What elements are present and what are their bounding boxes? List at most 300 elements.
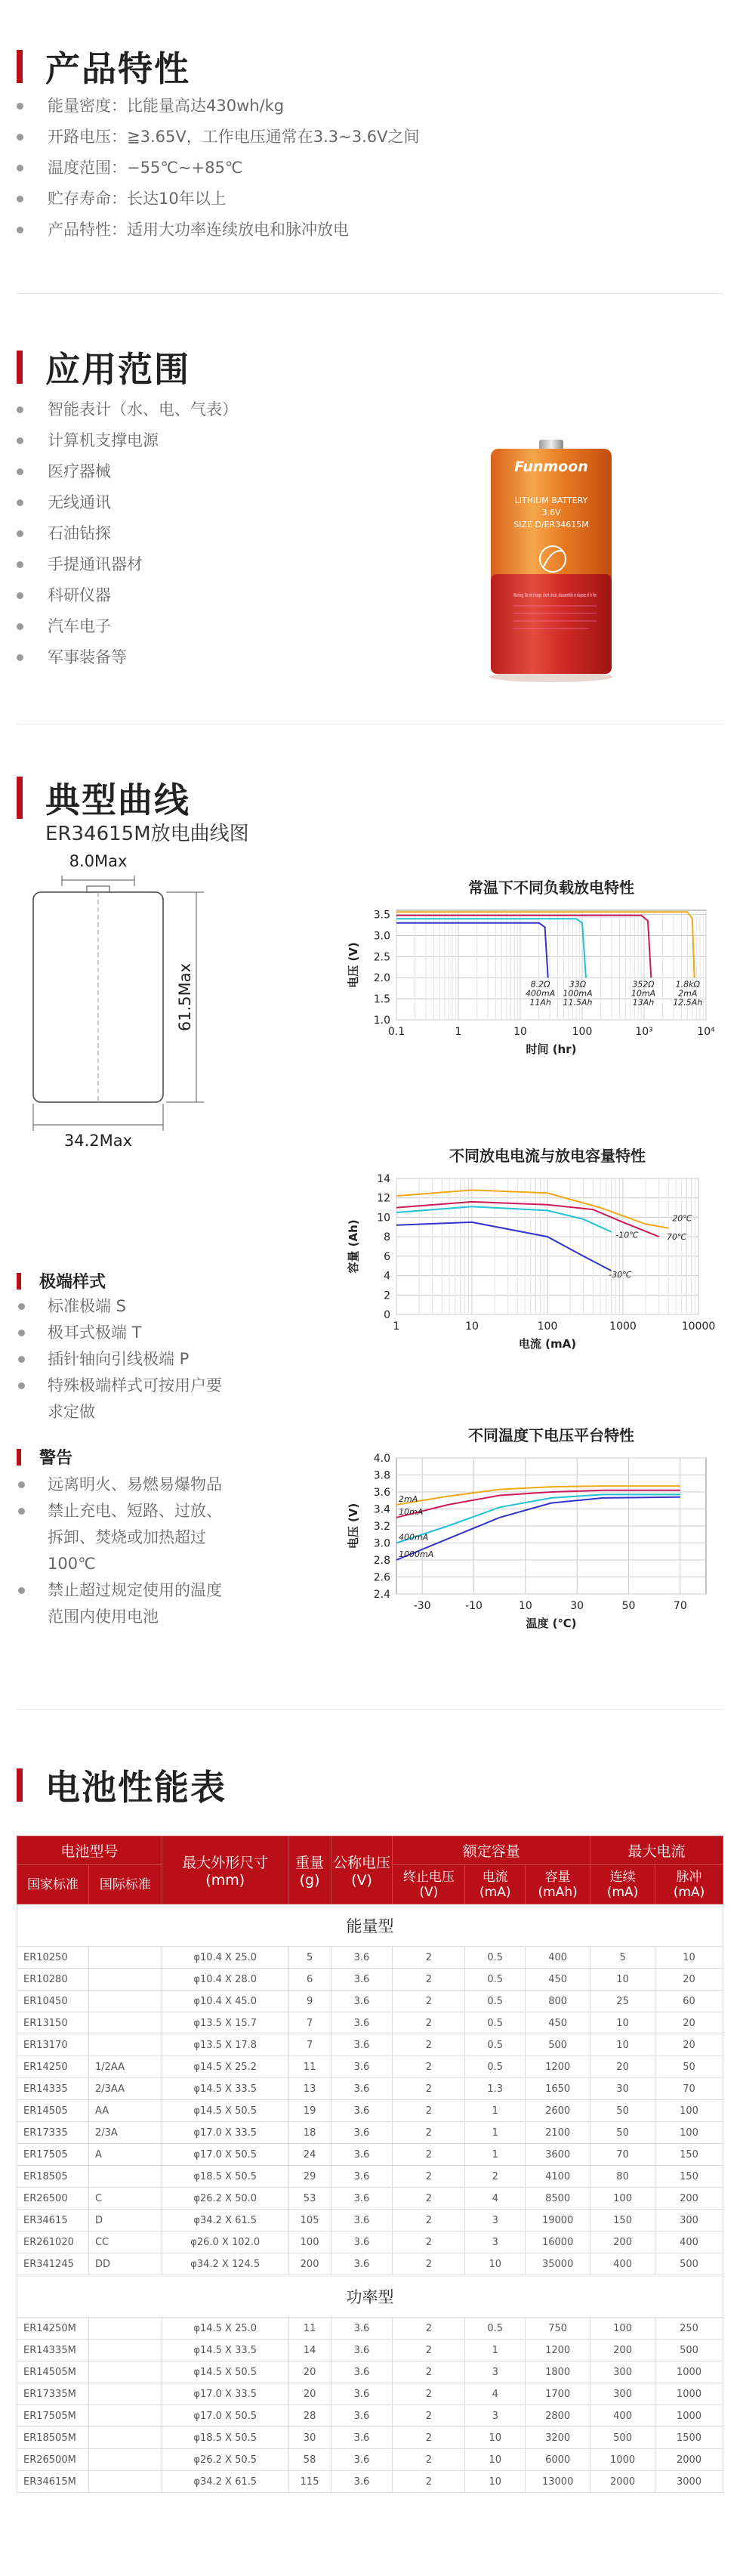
list-item: 标准极端 S <box>17 1293 228 1320</box>
table-cell: 3 <box>465 2232 526 2253</box>
table-cell: 0.5 <box>465 2056 526 2078</box>
table-cell: 1800 <box>526 2361 590 2383</box>
performance-table <box>17 1836 723 2493</box>
table-cell: ER14250M <box>17 2318 89 2340</box>
table-cell: 2 <box>393 1947 465 1969</box>
list-item: 插针轴向引线极端 P <box>17 1346 228 1373</box>
x-tick-label: 100 <box>572 1026 593 1038</box>
table-cell: 1000 <box>590 2449 655 2471</box>
list-item: 智能表计（水、电、气表） <box>17 394 238 425</box>
table-cell: φ13.5 X 17.8 <box>162 2034 288 2056</box>
table-row <box>17 1991 723 2012</box>
table-cell: 14 <box>288 2340 331 2361</box>
table-cell: ER18505M <box>17 2427 89 2449</box>
series-label: 2mA <box>399 1493 418 1504</box>
y-tick-label: 3.0 <box>373 930 390 943</box>
x-tick-label: 10 <box>465 1320 479 1333</box>
table-cell: 3.6 <box>331 1947 393 1969</box>
applications-section-header <box>17 342 190 392</box>
table-cell: 2 <box>393 2012 465 2034</box>
table-cell: 11 <box>288 2318 331 2340</box>
table-cell: 1200 <box>526 2340 590 2361</box>
x-tick-label: 70 <box>673 1600 687 1612</box>
table-cell: 100 <box>288 2232 331 2253</box>
table-cell: 2 <box>393 2078 465 2100</box>
series-annotation: 11Ah <box>529 997 551 1008</box>
x-tick-label: 10000 <box>681 1320 716 1333</box>
table-cell: 0.5 <box>465 2034 526 2056</box>
x-tick-label: 50 <box>621 1600 636 1612</box>
table-row <box>17 2166 723 2188</box>
y-tick-label: 3.4 <box>373 1503 390 1516</box>
table-row <box>17 2405 723 2427</box>
table-cell: 1 <box>465 2340 526 2361</box>
series-annotation: 33Ω <box>569 979 587 990</box>
th-cutoff: 终止电压 (V) <box>393 1865 465 1904</box>
table-section-header <box>17 1760 227 1810</box>
table-cell: 200 <box>288 2253 331 2275</box>
table-cell: 500 <box>526 2034 590 2056</box>
table-cell: 100 <box>590 2188 655 2210</box>
series-label: 400mA <box>399 1532 429 1543</box>
series-annotation: 1.8kΩ <box>675 979 700 990</box>
y-tick-label: 2.6 <box>373 1571 390 1584</box>
table-cell: 450 <box>526 1969 590 1991</box>
table-cell: 2 <box>393 2100 465 2122</box>
table-cell: 10 <box>465 2253 526 2275</box>
table-cell: 200 <box>590 2340 655 2361</box>
table-cell: 2 <box>393 2449 465 2471</box>
table-cell: 35000 <box>526 2253 590 2275</box>
list-item: 极耳式极端 T <box>17 1320 228 1346</box>
x-axis-label: 电流 (mA) <box>518 1337 577 1351</box>
table-cell: 10 <box>655 1947 723 1969</box>
list-item: 石油钻探 <box>17 518 238 549</box>
divider <box>17 1709 723 1710</box>
x-tick-label: 10 <box>518 1600 532 1612</box>
svg-text:3.6V: 3.6V <box>541 508 561 517</box>
table-cell: 3.6 <box>331 2100 393 2122</box>
x-tick-label: 30 <box>570 1600 584 1612</box>
y-tick-label: 3.0 <box>373 1537 390 1550</box>
list-item: 禁止超过规定使用的温度范围内使用电池 <box>17 1577 228 1630</box>
list-item: 能量密度：比能量高达430wh/kg <box>17 91 419 122</box>
table-cell: 10 <box>590 1969 655 1991</box>
table-cell: φ17.0 X 33.5 <box>162 2383 288 2405</box>
table-cell: 53 <box>288 2188 331 2210</box>
y-tick-label: 3.2 <box>373 1521 390 1533</box>
table-row <box>17 2100 723 2122</box>
y-tick-label: 0 <box>384 1309 390 1321</box>
table-cell: 2 <box>393 2427 465 2449</box>
table-cell: 5 <box>288 1947 331 1969</box>
table-cell: 1000 <box>655 2383 723 2405</box>
table-cell: 70 <box>590 2144 655 2166</box>
table-cell: ER13150 <box>17 2012 89 2034</box>
table-row <box>17 2188 723 2210</box>
table-cell: 3 <box>465 2210 526 2232</box>
table-group-row <box>17 2275 723 2318</box>
table-cell: 200 <box>590 2232 655 2253</box>
table-cell: 2 <box>465 2166 526 2188</box>
table-cell: 4100 <box>526 2166 590 2188</box>
series-label: 1000mA <box>399 1549 434 1559</box>
x-tick-label: -10 <box>465 1600 483 1612</box>
table-row <box>17 2232 723 2253</box>
table-row <box>17 2144 723 2166</box>
table-row <box>17 2078 723 2100</box>
table-row <box>17 1947 723 1969</box>
table-cell: φ26.2 X 50.5 <box>162 2449 288 2471</box>
table-row <box>17 2361 723 2383</box>
chart-title: 不同温度下电压平台特性 <box>468 1426 634 1444</box>
table-cell <box>88 2034 162 2056</box>
table-cell: 10 <box>590 2012 655 2034</box>
table-cell: 1 <box>465 2144 526 2166</box>
y-tick-label: 3.5 <box>373 909 390 922</box>
table-cell <box>88 2471 162 2493</box>
series-annotation: 13Ah <box>632 997 655 1008</box>
y-tick-label: 3.6 <box>373 1487 390 1499</box>
list-item: 汽车电子 <box>17 611 238 642</box>
y-axis-label: 电压 (V) <box>347 942 360 988</box>
table-cell: 400 <box>526 1947 590 1969</box>
table-cell: 8500 <box>526 2188 590 2210</box>
chart-title: 常温下不同负载放电特性 <box>468 879 634 897</box>
y-tick-label: 3.8 <box>373 1469 390 1482</box>
table-cell: 750 <box>526 2318 590 2340</box>
table-cell: ER17505 <box>17 2144 89 2166</box>
th-model: 电池型号 <box>17 1836 162 1865</box>
table-title: 电池性能表 <box>45 1767 227 1808</box>
table-row <box>17 2383 723 2405</box>
y-tick-label: 1.0 <box>373 1015 390 1027</box>
table-cell: 2 <box>393 2318 465 2340</box>
divider <box>17 293 723 294</box>
table-cell <box>88 2012 162 2034</box>
table-cell: 2 <box>393 2034 465 2056</box>
table-cell: 70 <box>655 2078 723 2100</box>
table-cell: 3.6 <box>331 2449 393 2471</box>
table-cell <box>88 2318 162 2340</box>
table-cell: 2000 <box>655 2449 723 2471</box>
table-cell: 2 <box>393 2056 465 2078</box>
table-row <box>17 2340 723 2361</box>
y-tick-label: 12 <box>377 1192 390 1205</box>
table-cell: 58 <box>288 2449 331 2471</box>
table-cell: 250 <box>655 2318 723 2340</box>
table-cell: 100 <box>655 2100 723 2122</box>
table-cell <box>88 2166 162 2188</box>
table-cell: φ18.5 X 50.5 <box>162 2166 288 2188</box>
list-item: 科研仪器 <box>17 580 238 611</box>
table-cell: 3.6 <box>331 2427 393 2449</box>
table-cell: 1.3 <box>465 2078 526 2100</box>
list-item: 开路电压：≧3.65V，工作电压通常在3.3~3.6V之间 <box>17 122 419 153</box>
table-cell: 0.5 <box>465 1947 526 1969</box>
series-annotation: 100mA <box>563 988 593 999</box>
table-cell: 50 <box>590 2122 655 2144</box>
y-tick-label: 14 <box>377 1173 390 1185</box>
th-pulse: 脉冲 (mA) <box>655 1865 723 1904</box>
th-capacity: 额定容量 <box>393 1836 590 1865</box>
table-cell: 105 <box>288 2210 331 2232</box>
table-cell: 1 <box>465 2122 526 2144</box>
warning-heading: 警告 <box>17 1445 72 1469</box>
curves-title: 典型曲线 <box>45 780 190 820</box>
table-cell: 3.6 <box>331 2383 393 2405</box>
table-cell: 1500 <box>655 2427 723 2449</box>
table-cell: 3.6 <box>331 2122 393 2144</box>
y-tick-label: 10 <box>377 1212 390 1225</box>
x-tick-label: 1000 <box>609 1320 637 1333</box>
table-cell: 500 <box>655 2253 723 2275</box>
series-label: 70℃ <box>666 1232 687 1242</box>
table-cell: 3.6 <box>331 1991 393 2012</box>
table-cell: 20 <box>655 2034 723 2056</box>
table-cell: 2100 <box>526 2122 590 2144</box>
table-cell: φ17.0 X 33.5 <box>162 2122 288 2144</box>
table-cell: 2 <box>393 1991 465 2012</box>
table-cell: ER261020 <box>17 2232 89 2253</box>
group-label: 能量型 <box>17 1904 723 1947</box>
table-cell: 2800 <box>526 2405 590 2427</box>
table-cell: 300 <box>655 2210 723 2232</box>
table-cell: 0.5 <box>465 1991 526 2012</box>
list-item: 计算机支撑电源 <box>17 425 238 456</box>
table-cell <box>88 2361 162 2383</box>
table-cell: φ10.4 X 28.0 <box>162 1969 288 1991</box>
table-cell: φ10.4 X 45.0 <box>162 1991 288 2012</box>
table-cell: 3.6 <box>331 1969 393 1991</box>
table-cell <box>88 2449 162 2471</box>
table-cell: 2 <box>393 2144 465 2166</box>
y-tick-label: 2.0 <box>373 972 390 985</box>
table-cell: 300 <box>590 2361 655 2383</box>
terminal-heading: 极端样式 <box>17 1269 106 1293</box>
table-row <box>17 2034 723 2056</box>
group-label: 功率型 <box>17 2275 723 2318</box>
table-row <box>17 2471 723 2493</box>
table-cell: 3.6 <box>331 2056 393 2078</box>
table-cell: 7 <box>288 2012 331 2034</box>
table-cell: 19 <box>288 2100 331 2122</box>
table-cell: 2 <box>393 2383 465 2405</box>
table-cell: 400 <box>590 2405 655 2427</box>
table-cell: 20 <box>288 2383 331 2405</box>
table-cell: 1650 <box>526 2078 590 2100</box>
table-cell: 1 <box>465 2100 526 2122</box>
battery-image <box>483 438 619 684</box>
table-cell: φ26.2 X 50.0 <box>162 2188 288 2210</box>
table-cell: 13 <box>288 2078 331 2100</box>
table-cell: 2 <box>393 2471 465 2493</box>
table-cell: 19000 <box>526 2210 590 2232</box>
table-cell: 800 <box>526 1991 590 2012</box>
th-voltage: 公称电压 (V) <box>331 1836 393 1904</box>
table-cell: 24 <box>288 2144 331 2166</box>
table-cell: 0.5 <box>465 2318 526 2340</box>
y-tick-label: 2.4 <box>373 1589 390 1601</box>
series-label: 10mA <box>399 1506 424 1517</box>
table-cell: D <box>88 2210 162 2232</box>
table-row <box>17 2318 723 2340</box>
table-cell: 4 <box>465 2383 526 2405</box>
x-tick-label: -30 <box>413 1600 431 1612</box>
table-cell: 2 <box>393 2188 465 2210</box>
series-annotation: 2mA <box>678 988 698 999</box>
x-axis-label: 温度 (℃) <box>526 1617 577 1630</box>
y-tick-label: 2.5 <box>373 951 390 964</box>
table-cell: C <box>88 2188 162 2210</box>
list-item: 产品特性：适用大功率连续放电和脉冲放电 <box>17 215 419 246</box>
curves-section-header <box>17 773 190 823</box>
table-row <box>17 2210 723 2232</box>
features-list <box>17 91 419 246</box>
table-cell: 10 <box>465 2471 526 2493</box>
x-tick-label: 10⁴ <box>697 1026 715 1038</box>
table-cell: 3.6 <box>331 2034 393 2056</box>
y-tick-label: 8 <box>384 1231 390 1244</box>
section-marker <box>17 777 23 819</box>
table-cell: ER34615M <box>17 2471 89 2493</box>
table-cell: 500 <box>655 2340 723 2361</box>
table-cell: 2 <box>393 2166 465 2188</box>
y-axis-label: 电压 (V) <box>347 1503 360 1549</box>
table-row <box>17 2253 723 2275</box>
table-cell: 3 <box>465 2405 526 2427</box>
terminal-list <box>17 1293 228 1425</box>
x-tick-label: 0.1 <box>387 1026 405 1038</box>
table-cell: 2 <box>393 2232 465 2253</box>
table-cell: 20 <box>655 2012 723 2034</box>
table-cell: 0.5 <box>465 2012 526 2034</box>
table-cell: 25 <box>590 1991 655 2012</box>
table-cell: 400 <box>590 2253 655 2275</box>
table-row <box>17 2449 723 2471</box>
th-national: 国家标准 <box>17 1865 89 1904</box>
table-cell: CC <box>88 2232 162 2253</box>
table-cell: 2/3A <box>88 2122 162 2144</box>
table-cell: 150 <box>590 2210 655 2232</box>
table-cell: 18 <box>288 2122 331 2144</box>
table-cell: 150 <box>655 2166 723 2188</box>
table-cell: 2 <box>393 2210 465 2232</box>
list-item: 温度范围：−55℃~+85℃ <box>17 153 419 184</box>
table-cell: 30 <box>590 2078 655 2100</box>
svg-text:34.2Max: 34.2Max <box>63 1132 133 1150</box>
table-cell: 60 <box>655 1991 723 2012</box>
table-cell: 3.6 <box>331 2210 393 2232</box>
list-item: 无线通讯 <box>17 487 238 518</box>
table-cell <box>88 1969 162 1991</box>
table-cell: 2000 <box>590 2471 655 2493</box>
list-item: 军事装备等 <box>17 642 238 673</box>
curves-subtitle: ER34615M放电曲线图 <box>45 823 249 845</box>
warning-list <box>17 1472 228 1630</box>
th-international: 国际标准 <box>88 1865 162 1904</box>
table-cell: ER13170 <box>17 2034 89 2056</box>
list-item: 禁止充电、短路、过放、拆卸、焚烧或加热超过100℃ <box>17 1498 228 1577</box>
table-cell <box>88 1947 162 1969</box>
chart-current-capacity <box>332 1144 740 1379</box>
table-cell: ER18505 <box>17 2166 89 2188</box>
series-annotation: 8.2Ω <box>530 979 550 990</box>
table-cell: 2 <box>393 2340 465 2361</box>
y-tick-label: 4 <box>384 1270 390 1283</box>
chart-discharge-load <box>332 876 740 1073</box>
table-cell: 3.6 <box>331 2361 393 2383</box>
chart-title: 不同放电电流与放电容量特性 <box>449 1147 646 1165</box>
table-cell: 1000 <box>655 2405 723 2427</box>
table-cell: 6000 <box>526 2449 590 2471</box>
table-cell: ER17335M <box>17 2383 89 2405</box>
table-cell: 6 <box>288 1969 331 1991</box>
table-cell <box>88 2427 162 2449</box>
svg-text:SIZE D/ER34615M: SIZE D/ER34615M <box>513 520 589 530</box>
table-cell: 28 <box>288 2405 331 2427</box>
th-cap: 容量 (mAh) <box>526 1865 590 1904</box>
table-cell: ER14335M <box>17 2340 89 2361</box>
series-label: 20℃ <box>672 1213 692 1224</box>
table-cell: φ13.5 X 15.7 <box>162 2012 288 2034</box>
table-cell: 16000 <box>526 2232 590 2253</box>
table-cell: 3.6 <box>331 2012 393 2034</box>
applications-list <box>17 394 238 673</box>
th-size: 最大外形尺寸 (mm) <box>162 1836 288 1904</box>
x-tick-label: 1 <box>455 1026 462 1038</box>
table-cell: 2 <box>393 1969 465 1991</box>
x-tick-label: 10 <box>513 1026 527 1038</box>
svg-text:LITHIUM BATTERY: LITHIUM BATTERY <box>514 496 588 505</box>
table-row <box>17 2122 723 2144</box>
table-cell: DD <box>88 2253 162 2275</box>
table-cell: φ10.4 X 25.0 <box>162 1947 288 1969</box>
table-cell: 100 <box>655 2122 723 2144</box>
table-cell: ER26500 <box>17 2188 89 2210</box>
table-cell: φ17.0 X 50.5 <box>162 2144 288 2166</box>
table-cell: 3.6 <box>331 2232 393 2253</box>
table-cell: φ34.2 X 61.5 <box>162 2210 288 2232</box>
table-cell: 100 <box>590 2318 655 2340</box>
th-max-current: 最大电流 <box>590 1836 723 1865</box>
table-cell: 10 <box>590 2034 655 2056</box>
table-cell: 3.6 <box>331 2318 393 2340</box>
table-cell: 150 <box>655 2144 723 2166</box>
section-marker <box>17 1768 23 1802</box>
table-cell: ER17335 <box>17 2122 89 2144</box>
svg-text:Funmoon: Funmoon <box>514 459 588 475</box>
table-cell: 50 <box>655 2056 723 2078</box>
list-item: 贮存寿命：长达10年以上 <box>17 184 419 215</box>
applications-title: 应用范围 <box>45 349 190 390</box>
table-cell: 29 <box>288 2166 331 2188</box>
section-marker <box>17 50 23 83</box>
table-cell: 3.6 <box>331 2188 393 2210</box>
table-cell: ER17505M <box>17 2405 89 2427</box>
table-cell: 2/3AA <box>88 2078 162 2100</box>
series-annotation: 11.5Ah <box>563 997 593 1008</box>
th-weight: 重量 (g) <box>288 1836 331 1904</box>
y-tick-label: 2.8 <box>373 1555 390 1567</box>
table-cell: 3.6 <box>331 2340 393 2361</box>
table-cell: 2 <box>393 2253 465 2275</box>
table-cell: 1000 <box>655 2361 723 2383</box>
series-annotation: 352Ω <box>632 979 655 990</box>
svg-text:8.0Max: 8.0Max <box>69 852 128 870</box>
th-current: 电流 (mA) <box>465 1865 526 1904</box>
table-group-row <box>17 1904 723 1947</box>
